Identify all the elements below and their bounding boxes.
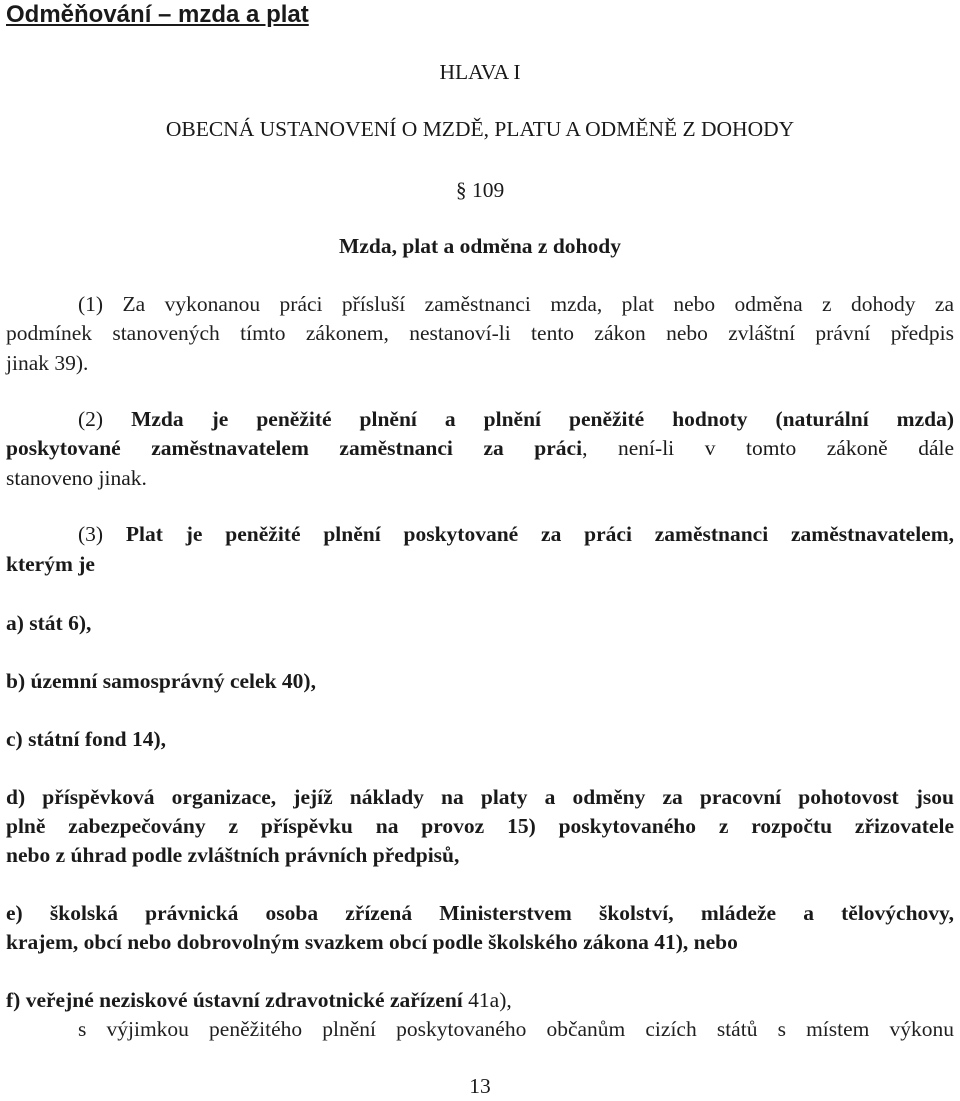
list-item-e-line-2: krajem, obcí nebo dobrovolným svazkem obcí podle školského zákona 41), nebo	[6, 930, 738, 954]
list-item-b: b) územní samosprávný celek 40),	[6, 669, 316, 693]
paragraph-1-line-3: jinak 39).	[6, 351, 89, 375]
section-title: Mzda, plat a odměna z dohody	[339, 234, 621, 258]
paragraph-1-line-1: (1) Za vykonanou práci přísluší zaměstnanci mzda, plat nebo odměna z dohody za	[78, 292, 954, 316]
paragraph-1-line-2: podmínek stanovených tímto zákonem, nestanoví-li tento zákon nebo zvláštní právní předpis	[6, 321, 954, 345]
list-item-e-line-1: e) školská právnická osoba zřízená Ministerstvem školství, mládeže a tělovýchovy,	[6, 901, 954, 925]
list-item-d-line-2: plně zabezpečovány z příspěvku na provoz 15) poskytovaného z rozpočtu zřizovatele	[6, 814, 954, 838]
section-number: § 109	[455, 178, 505, 202]
paragraph-2-line-2-bold: poskytované zaměstnavatelem zaměstnanci za práci	[6, 436, 583, 460]
list-item-d-line-1: d) příspěvková organizace, jejíž náklady na platy a odměny za pracovní pohotovost jsou	[6, 785, 954, 809]
list-item-f	[6, 986, 512, 1014]
chapter-subtitle: OBECNÁ USTANOVENÍ O MZDĚ, PLATU A ODMĚNĚ Z DOHODY	[165, 117, 795, 141]
paragraph-2-number: (2)	[78, 407, 104, 431]
paragraph-3-line-2: kterým je	[6, 552, 95, 576]
paragraph-2-text-bold: Mzda je peněžité plnění a plnění peněžité hodnoty (naturální mzda)	[131, 407, 955, 431]
paragraph-2-line-2	[6, 434, 954, 462]
list-item-a: a) stát 6),	[6, 611, 92, 635]
paragraph-2-line-1	[78, 405, 954, 433]
list-item-d-line-3: nebo z úhrad podle zvláštních právních předpisů,	[6, 843, 460, 867]
chapter-title: HLAVA I	[439, 60, 521, 84]
document-heading: Odměňování – mzda a plat	[6, 1, 309, 28]
list-item-f-rest: 41a),	[462, 988, 512, 1012]
paragraph-3-text-bold: Plat je peněžité plnění poskytované za práci zaměstnanci zaměstnavatelem,	[125, 522, 955, 546]
continuation-line: s výjimkou peněžitého plnění poskytovaného občanům cizích států s místem výkonu	[78, 1017, 954, 1041]
list-item-c: c) státní fond 14),	[6, 727, 167, 751]
paragraph-3-line-1	[78, 520, 954, 548]
paragraph-2-line-3: stanoveno jinak.	[6, 466, 147, 490]
list-item-f-bold: f) veřejné neziskové ústavní zdravotnické zařízení	[6, 988, 463, 1012]
paragraph-2-line-2-rest: , není-li v tomto zákoně dále	[582, 436, 955, 460]
page-number: 13	[469, 1074, 491, 1098]
paragraph-3-number: (3)	[78, 522, 104, 546]
